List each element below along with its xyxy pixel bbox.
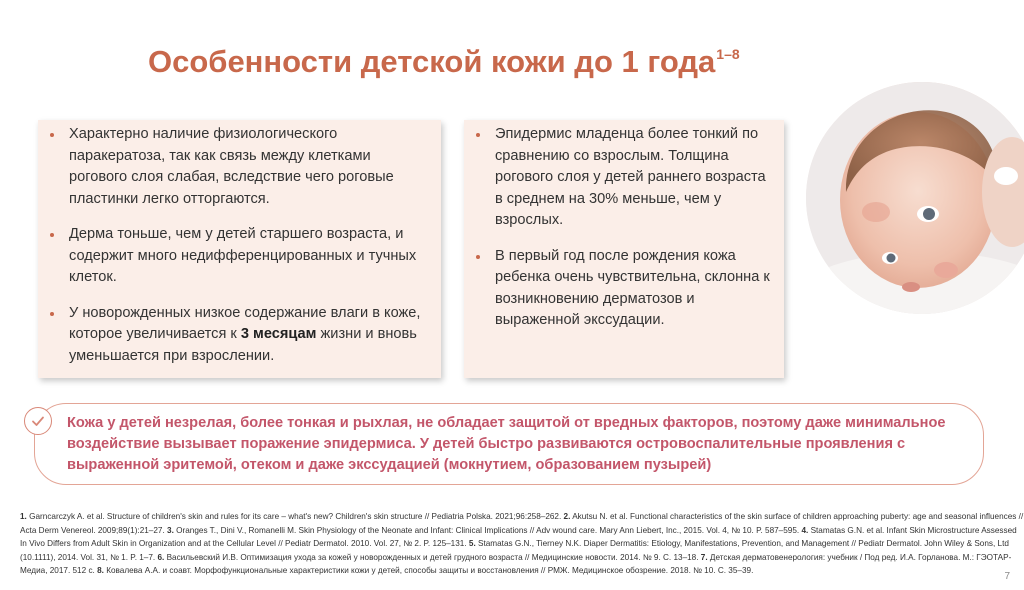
ref-text: Garncarczyk A. et al. Structure of children's skin and rules for its care – what's new? Children's skin structure // Pediatria Polska. 2021;96:258–262.: [26, 512, 564, 521]
ref-number: 5.: [468, 539, 476, 549]
summary-callout: [34, 403, 984, 485]
ref-text: Stamatas G.N., Tierney N.K. Diaper Dermatitis: Etiology, Manifestations, Prevention, and Management // Pediatr Dermatol. John Wiley & Sons, Ltd (10.1111), 2014. Vol. 31, № 1. P. 1–7.: [20, 539, 1009, 562]
slide-title-text: Особенности детской кожи до 1 года: [148, 44, 716, 79]
bullet-text: жизни и вновь уменьшается при взрослении.: [69, 326, 417, 364]
baby-photo: [806, 82, 1024, 314]
ref-text: Васильевский И.В. Оптимизация ухода за кожей у новорожденных и детей грудного возраста // Медицинские новости. 2014. № 9. С. 13–18.: [164, 552, 701, 562]
left-bullet-list: [38, 120, 441, 367]
ref-number: 6.: [157, 552, 165, 562]
left-info-card: [38, 120, 441, 378]
ref-number: 1.: [20, 512, 27, 521]
ref-number: 8.: [97, 566, 104, 576]
right-bullet-list: [464, 120, 784, 332]
ref-text: Детская дерматовенерология: учебник / Под ред. И.А. Горланова. М.: ГЭОТАР-Медиа, 2017. 512 с.: [20, 552, 1012, 576]
ref-text: Stamatas G.N. et al. Infant Skin Microstructure Assessed In Vivo Differs from Adult Skin in Organization and at the Cellular Level // Pediatr Dermatol. 2010. Vol. 27, № 2. P. 125–131.: [20, 525, 1017, 549]
bullet-emphasis: 3 месяцам: [240, 326, 317, 342]
ref-text: Oranges T., Dini V., Romanelli M. Skin Physiology of the Neonate and Infant: Clinical Implications // Adv wound care. Mary Ann Liebert, Inc., 2015. Vol. 4, № 10. P. 587–595.: [173, 525, 802, 535]
bullet-item: В первый год после рождения кожа ребенка очень чувствительна, склонна к возникновению дерматозов и выраженной экссудации.: [495, 246, 774, 332]
bullet-item: Характерно наличие физиологического паракератоза, так как связь между клетками рогового слоя слабая, вследствие чего роговые пластинки легко отторгаются.: [69, 124, 431, 210]
right-info-card: [464, 120, 784, 378]
ref-number: 4.: [801, 525, 809, 535]
ref-number: 3.: [167, 525, 174, 535]
bullet-item: Эпидермис младенца более тонкий по сравнению со взрослым. Толщина рогового слоя у детей раннего возраста в среднем на 30% меньше, чем у взрослых.: [495, 124, 774, 232]
baby-illustration: [806, 82, 1024, 314]
slide-title: [148, 44, 740, 80]
bullet-item: Дерма тоньше, чем у детей старшего возраста, и содержит много недифференцированных и тучных клеток.: [69, 224, 431, 289]
ref-number: 2.: [563, 512, 571, 521]
slide-title-ref: 1–8: [716, 46, 740, 62]
references: [20, 510, 1024, 578]
ref-number: 7.: [700, 552, 708, 562]
bullet-text: У новорожденных низкое содержание влаги в коже, которое увеличивается к: [69, 304, 421, 342]
ref-text: Ковалева А.А. и соавт. Морфофункциональные характеристики кожи у детей, способы защиты и восстановления // РМЖ. Медицинское обозрение. 2018. № 10. С. 35–39.: [103, 566, 754, 576]
check-circle-icon: [24, 407, 52, 435]
summary-text: Кожа у детей незрелая, более тонкая и рыхлая, не обладает защитой от вредных факторов, поэтому даже минимальное воздействие вызывает поражение эпидермиса. У детей быстро развиваются островоспалительные проявления с выраженной эритемой, отеком и даже экссудацией (мокнутием, образованием пузырей): [67, 415, 946, 473]
bullet-item: [69, 303, 431, 368]
page-number: 7: [1004, 571, 1010, 582]
ref-text: Akutsu N. et al. Functional characteristics of the skin surface of children approaching puberty: age and seasonal influences // Acta Derm Venereol. 2009;89(1):21–27.: [20, 512, 1024, 535]
